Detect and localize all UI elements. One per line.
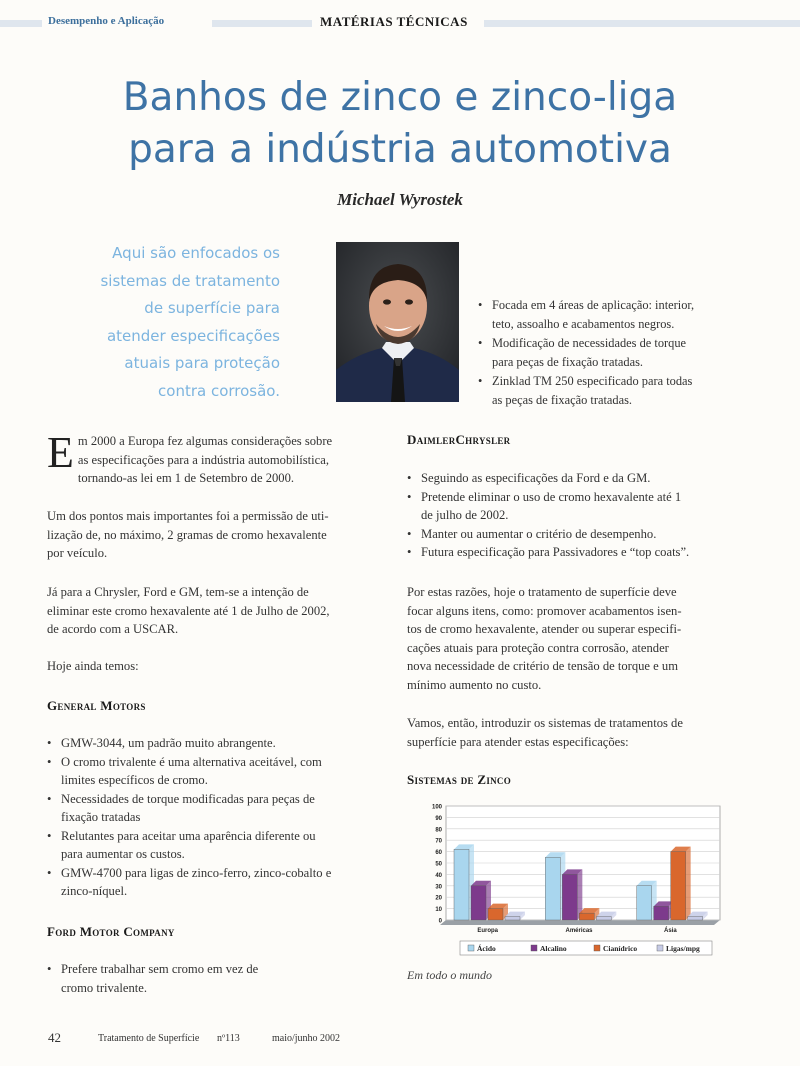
bar-0-0 (454, 849, 469, 920)
paragraph-5: Por estas razões, hoje o tratamento de superfície deve focar alguns itens, como: promover acabamentos isen- tos de cromo hexavalente, atender ou superar especifi- cações atuais para proteção contra corrosão, atender nova necessidade de critério de tensão de torque e um mínimo aumento no custo. (407, 585, 682, 692)
ford-list (47, 960, 392, 997)
daimlerchrysler-heading: DaimlerChrysler (407, 432, 511, 447)
list-item: • Modificação de necessidades de torque para peças de fixação tratadas. (478, 334, 778, 372)
author-portrait-drawing (336, 242, 459, 402)
y-tick-label: 50 (435, 861, 442, 868)
legend-swatch (531, 945, 537, 951)
y-tick-label: 0 (438, 918, 442, 925)
intro-line: atender especificações (106, 326, 280, 345)
drop-cap: E (47, 428, 74, 477)
legend-label: Ligas/mpg (666, 944, 700, 953)
bar-1-3 (596, 917, 611, 920)
list-item: • GMW-4700 para ligas de zinco-ferro, zinco-cobalto e zinco-níquel. (47, 864, 392, 901)
intro-line: atuais para proteção (124, 354, 280, 372)
gm-list (47, 734, 392, 901)
chart-caption: Em todo o mundo (407, 968, 492, 982)
legend-swatch (468, 945, 474, 951)
ford-heading: Ford Motor Company (47, 924, 175, 939)
bar-1-1 (562, 874, 577, 920)
y-tick-label: 10 (435, 907, 442, 914)
intro-line: Aqui são enfocados os (112, 244, 280, 262)
list-item: • Relutantes para aceitar uma aparência diferente ou para aumentar os custos. (47, 827, 392, 864)
footer-magazine: Tratamento de Superfície (98, 1033, 200, 1044)
bar-2-1 (654, 906, 669, 920)
title-line-2: para a indústria automotiva (128, 127, 672, 172)
footer-issue: nº113 (217, 1033, 240, 1044)
zinc-systems-chart (410, 800, 730, 965)
paragraph-1: E m 2000 a Europa fez algumas considerações sobre as especificações para a indústria automobilística, tornando-as lei em 1 de Setembro de 2000. (47, 428, 333, 485)
x-category-label: Ásia (663, 928, 677, 934)
y-tick-label: 40 (435, 872, 442, 879)
legend-swatch (657, 945, 663, 951)
y-tick-label: 90 (435, 815, 442, 822)
y-tick-label: 30 (435, 884, 442, 891)
list-item: • Manter ou aumentar o critério de desempenho. (407, 525, 757, 544)
legend-label: Alcalino (540, 944, 567, 953)
chart-svg (410, 800, 730, 965)
bar-2-3 (688, 917, 703, 920)
author-photo (336, 242, 459, 402)
list-item: • Focada em 4 áreas de aplicação: interior, teto, assoalho e acabamentos negros. (478, 296, 778, 334)
paragraph-3: Já para a Chrysler, Ford e GM, tem-se a intenção de eliminar este cromo hexavalente até 1 de Julho de 2002, de acordo com a USCAR. (47, 585, 330, 636)
bar-1-0 (545, 857, 560, 920)
zinc-systems-heading: Sistemas de Zinco (407, 772, 512, 787)
list-item: • O cromo trivalente é uma alternativa aceitável, com limites específicos de cromo. (47, 753, 392, 790)
paragraph-4: Hoje ainda temos: (47, 659, 139, 673)
list-item: • Zinklad TM 250 especificado para todas as peças de fixação tratadas. (478, 372, 778, 410)
footer-date: maio/junho 2002 (272, 1033, 341, 1044)
author-name: Michael Wyrostek (337, 190, 463, 209)
gm-heading: General Motors (47, 698, 146, 713)
series-label: MATÉRIAS TÉCNICAS (320, 14, 468, 29)
intro-line: sistemas de tratamento (100, 271, 280, 290)
bar-0-2 (488, 909, 503, 920)
daimlerchrysler-list (407, 469, 757, 562)
bar-2-0 (637, 886, 652, 920)
page-number: 42 (48, 1030, 61, 1045)
list-item: • Seguindo as especificações da Ford e da GM. (407, 469, 757, 488)
x-category-label: Américas (565, 928, 593, 934)
article-title (0, 72, 800, 176)
intro-line: contra corrosão. (158, 381, 280, 400)
list-item: • Pretende eliminar o uso de cromo hexavalente até 1 de julho de 2002. (407, 488, 757, 525)
bar-2-2 (671, 852, 686, 920)
header-band-right (484, 20, 800, 27)
y-tick-label: 70 (435, 838, 442, 845)
chart-floor (440, 920, 720, 925)
list-item: • Futura especificação para Passivadores e “top coats”. (407, 543, 757, 562)
y-tick-label: 60 (435, 850, 442, 857)
legend-swatch (594, 945, 600, 951)
bar-0-1 (471, 886, 486, 920)
legend-label: Cianídrico (603, 944, 638, 953)
y-tick-label: 20 (435, 895, 442, 902)
list-item: • Necessidades de torque modificadas para peças de fixação tratadas (47, 790, 392, 827)
list-item: • Prefere trabalhar sem cromo em vez de cromo trivalente. (47, 960, 392, 997)
bar-0-3 (505, 917, 520, 920)
y-tick-label: 80 (435, 827, 442, 834)
bar-side (686, 847, 691, 920)
intro-line: de superfície para (144, 299, 280, 317)
focus-list (478, 296, 778, 410)
section-label: Desempenho e Aplicação (48, 15, 165, 27)
legend-label: Ácido (477, 944, 496, 953)
y-tick-label: 100 (431, 804, 442, 811)
paragraph-2: Um dos pontos mais importantes foi a permissão de uti- lização de, no máximo, 2 gramas de cromo hexavalente por veículo. (47, 509, 329, 560)
header-band-mid (212, 20, 312, 27)
paragraph-6: Vamos, então, introduzir os sistemas de tratamentos de superfície para atender estas especificações: (407, 716, 683, 749)
header-band-left (0, 20, 42, 27)
bar-1-2 (579, 913, 594, 920)
x-category-label: Europa (477, 928, 499, 934)
title-line-1: Banhos de zinco e zinco-liga (122, 75, 678, 120)
list-item: • GMW-3044, um padrão muito abrangente. (47, 734, 392, 753)
intro-pullquote (58, 240, 280, 405)
